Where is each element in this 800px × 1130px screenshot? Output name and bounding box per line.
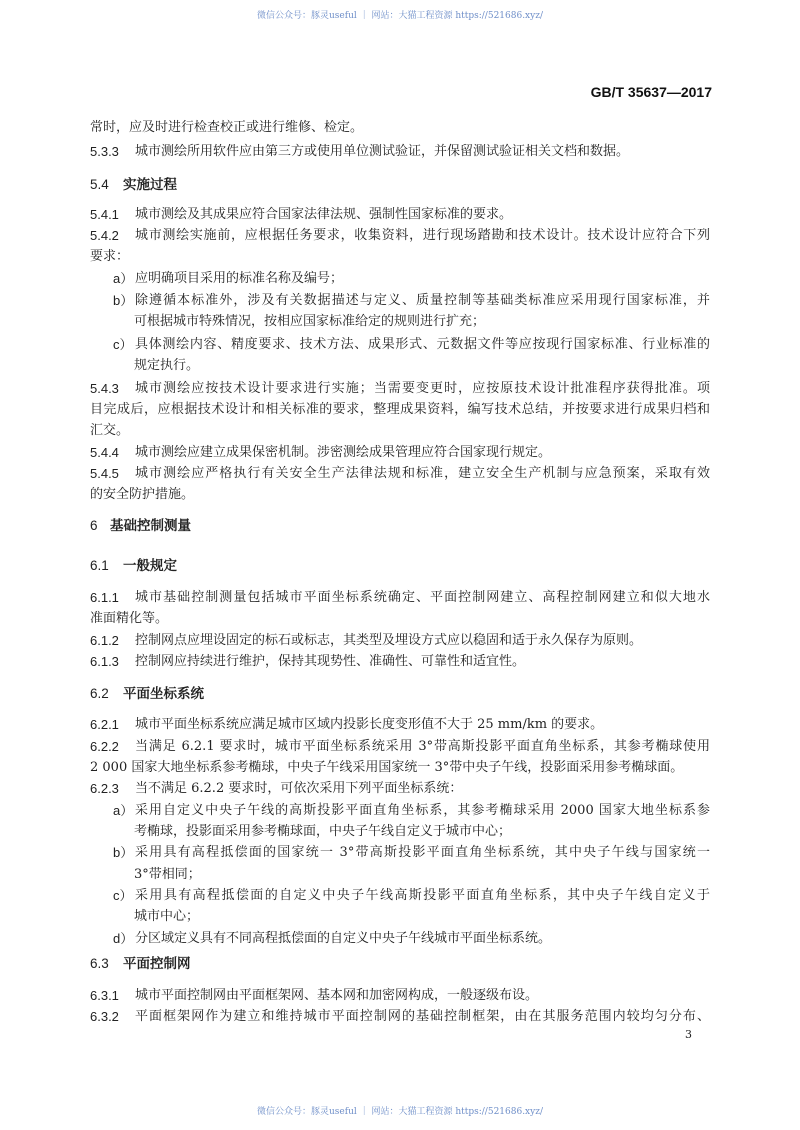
- list-marker: c）: [113, 888, 133, 903]
- list-marker: d）: [113, 931, 134, 946]
- line-text: 当不满足 6.2.2 要求时，可依次采用下列平面坐标系统：: [135, 781, 463, 796]
- paragraph-line: [90, 485, 710, 505]
- line-text: 3°带相同；: [134, 867, 201, 882]
- list-item-d: [113, 929, 710, 949]
- clause-number: 5.4.1: [90, 207, 119, 222]
- heading-text: 平面控制网: [123, 956, 191, 971]
- line-text: 城市测绘所用软件应由第三方或使用单位测试验证，并保留测试验证相关文档和数据。: [135, 144, 630, 159]
- line-text: 城市测绘应严格执行有关安全生产法律法规和标准，建立安全生产机制与应急预案，采取有效: [135, 466, 710, 481]
- line-text: 分区域定义具有不同高程抵偿面的自定义中央子午线城市平面坐标系统。: [135, 931, 552, 946]
- line-text: 城市平面控制网由平面框架网、基本网和加密网构成，一般逐级布设。: [135, 988, 539, 1003]
- line-text: 要求：: [90, 249, 130, 264]
- line-text: 控制网应持续进行维护，保持其现势性、准确性、可靠性和适宜性。: [135, 654, 526, 669]
- page-number: 3: [685, 1028, 692, 1041]
- line-text: 城市测绘应按技术设计要求进行实施；当需要变更时，应按原技术设计批准程序获得批准。项: [135, 381, 710, 396]
- line-text: 采用具有高程抵偿面的自定义中央子午线高斯投影平面直角坐标系，其中央子午线自定义于: [135, 888, 710, 903]
- line-text: 平面框架网作为建立和维持城市平面控制网的基础控制框架，由在其服务范围内较均匀分布、: [135, 1009, 710, 1024]
- heading-number: 5.4: [90, 177, 109, 192]
- list-item-continuation: [134, 356, 710, 376]
- list-item-continuation: [134, 865, 710, 885]
- list-marker: a）: [113, 271, 134, 286]
- line-text: 2 000 国家大地坐标系参考椭球，中央子午线采用国家统一 3°带中央子午线，投影面采用参考椭球面。: [90, 760, 684, 775]
- watermark-bottom: 微信公众号：豚灵useful ｜ 网站：大猫工程资源 https://521686.xyz/: [257, 1107, 543, 1117]
- clause-number: 6.2.3: [90, 781, 119, 796]
- clause-6-1-1: [90, 588, 710, 608]
- list-item-continuation: [134, 822, 710, 842]
- clause-number: 6.3.1: [90, 988, 119, 1003]
- clause-5-4-4: [90, 443, 710, 463]
- clause-number: 6.1.2: [90, 633, 119, 648]
- list-item-continuation: [134, 907, 710, 927]
- clause-6-3-1: [90, 986, 710, 1006]
- line-text: 控制网点应埋设固定的标石或标志，其类型及埋设方式应以稳固和适于永久保存为原则。: [135, 633, 643, 648]
- clause-number: 6.3.2: [90, 1009, 119, 1024]
- clause-6-2-2: [90, 737, 710, 757]
- clause-5-4-1: [90, 205, 710, 225]
- line-text: 汇交。: [90, 423, 130, 438]
- clause-number: 6.2.2: [90, 739, 119, 754]
- line-text: 城市基础控制测量包括城市平面坐标系统确定、平面控制网建立、高程控制网建立和似大地水: [135, 590, 710, 605]
- heading-text: 实施过程: [123, 177, 177, 192]
- list-item-c: [113, 886, 710, 906]
- list-marker: b）: [113, 293, 134, 308]
- clause-6-1-3: [90, 652, 710, 672]
- paragraph-line: [90, 609, 710, 629]
- line-text: 采用具有高程抵偿面的国家统一 3°带高斯投影平面直角坐标系统，其中央子午线与国家统一: [135, 845, 710, 860]
- line-text: 城市中心；: [134, 909, 200, 924]
- clause-5-4-3: [90, 379, 710, 399]
- list-item-b: [113, 843, 710, 863]
- watermark-top: 微信公众号：豚灵useful ｜ 网站：大猫工程资源 https://521686.xyz/: [257, 11, 543, 21]
- clause-number: 6.1.1: [90, 590, 119, 605]
- heading-number: 6.1: [90, 558, 109, 573]
- list-item-c: [113, 335, 710, 355]
- clause-number: 6.1.3: [90, 654, 119, 669]
- line-text: 应明确项目采用的标准名称及编号；: [135, 271, 344, 286]
- clause-6-3-2: [90, 1007, 710, 1027]
- heading-number: 6: [90, 518, 98, 533]
- line-text: 具体测绘内容、精度要求、技术方法、成果形式、元数据文件等应按现行国家标准、行业标准的: [135, 337, 710, 352]
- line-text: 城市测绘应建立成果保密机制。涉密测绘成果管理应符合国家现行规定。: [135, 445, 552, 460]
- line-text: 规定执行。: [134, 358, 200, 373]
- clause-number: 5.3.3: [90, 144, 119, 159]
- paragraph-line: [90, 758, 710, 778]
- heading-number: 6.3: [90, 956, 109, 971]
- line-text: 目完成后，应根据技术设计和相关标准的要求，整理成果资料，编写技术总结，并按要求进行成果归档和: [90, 402, 710, 417]
- section-heading-6-1: [90, 556, 177, 576]
- line-text: 城市测绘及其成果应符合国家法律法规、强制性国家标准的要求。: [135, 207, 513, 222]
- heading-text: 平面坐标系统: [123, 686, 204, 701]
- list-item-continuation: [134, 312, 710, 332]
- chapter-heading-6: [90, 516, 191, 536]
- line-text: 的安全防护措施。: [90, 487, 195, 502]
- heading-text: 一般规定: [123, 558, 177, 573]
- clause-number: 5.4.4: [90, 445, 119, 460]
- clause-number: 5.4.3: [90, 381, 119, 396]
- line-text: 除遵循本标准外，涉及有关数据描述与定义、质量控制等基础类标准应采用现行国家标准，并: [135, 293, 710, 308]
- clause-6-2-3: [90, 779, 710, 799]
- clause-number: 6.2.1: [90, 717, 119, 732]
- paragraph-line: [90, 247, 710, 267]
- clause-5-3-3: [90, 142, 710, 162]
- list-marker: b）: [113, 845, 134, 860]
- line-text: 城市平面坐标系统应满足城市区域内投影长度变形值不大于 25 mm/km 的要求。: [135, 717, 604, 732]
- standard-number-header: GB/T 35637—2017: [590, 84, 712, 100]
- clause-5-4-5: [90, 464, 710, 484]
- paragraph-line: [90, 400, 710, 420]
- heading-text: 基础控制测量: [110, 518, 191, 533]
- line-text: 准面精化等。: [90, 611, 169, 626]
- section-heading-5-4: [90, 175, 177, 195]
- list-marker: a）: [113, 803, 134, 818]
- list-marker: c）: [113, 337, 133, 352]
- paragraph-line: [90, 118, 710, 138]
- list-item-a: [113, 801, 710, 821]
- line-text: 城市测绘实施前，应根据任务要求，收集资料，进行现场踏勘和技术设计。技术设计应符合下列: [135, 228, 710, 243]
- section-heading-6-2: [90, 684, 204, 704]
- line-text: 常时，应及时进行检查校正或进行维修、检定。: [90, 120, 364, 135]
- line-text: 采用自定义中央子午线的高斯投影平面直角坐标系，其参考椭球采用 2000 国家大地坐标系参: [135, 803, 710, 818]
- clause-number: 5.4.5: [90, 466, 119, 481]
- line-text: 当满足 6.2.1 要求时，城市平面坐标系统采用 3°带高斯投影平面直角坐标系，其参考椭球使用: [135, 739, 710, 754]
- clause-6-2-1: [90, 715, 710, 735]
- line-text: 可根据城市特殊情况，按相应国家标准给定的规则进行扩充；: [134, 314, 486, 329]
- clause-6-1-2: [90, 631, 710, 651]
- line-text: 考椭球，投影面采用参考椭球面，中央子午线自定义于城市中心；: [134, 824, 512, 839]
- list-item-a: [113, 269, 710, 289]
- list-item-b: [113, 291, 710, 311]
- heading-number: 6.2: [90, 686, 109, 701]
- clause-number: 5.4.2: [90, 228, 119, 243]
- section-heading-6-3: [90, 954, 191, 974]
- paragraph-line: [90, 421, 710, 441]
- clause-5-4-2: [90, 226, 710, 246]
